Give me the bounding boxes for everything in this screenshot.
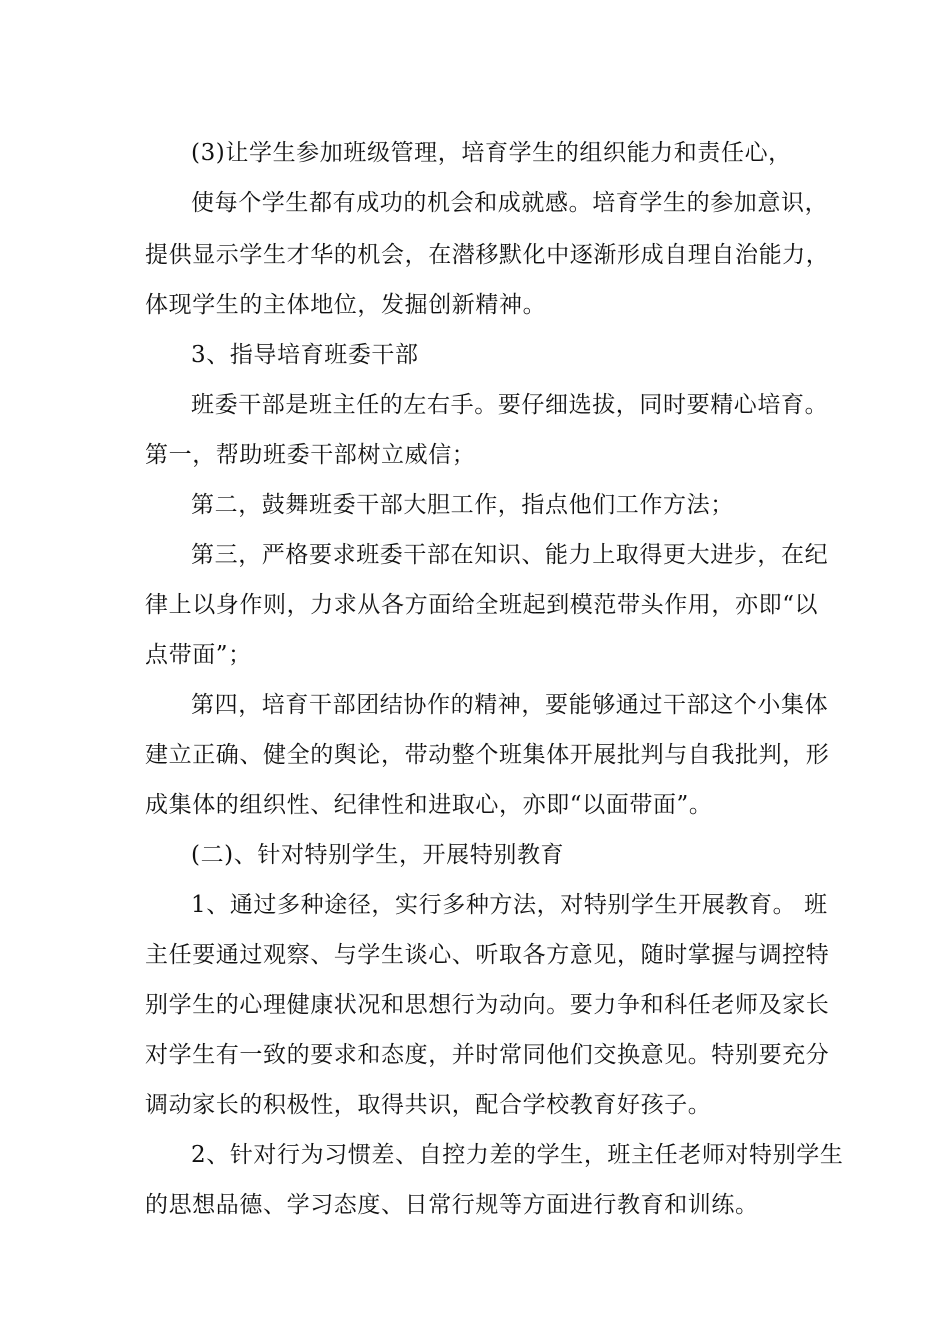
paragraph-line: 使每个学生都有成功的机会和成就感。培育学生的参加意识， (191, 190, 829, 216)
paragraph-line: 成集体的组织性、纪律性和进取心，亦即“以面带面”。 (145, 792, 713, 818)
paragraph-line: 别学生的心理健康状况和思想行为动向。要力争和科任老师及家长 (145, 992, 830, 1018)
paragraph-line: 点带面”； (145, 642, 252, 668)
paragraph-line: (3)让学生参加班级管理，培育学生的组织能力和责任心， (191, 140, 792, 166)
paragraph-line: 主任要通过观察、与学生谈心、听取各方意见，随时掌握与调控特 (145, 942, 830, 968)
paragraph-line: 的思想品德、学习态度、日常行规等方面进行教育和训练。 (145, 1192, 759, 1218)
section-heading: 3、指导培育班委干部 (191, 342, 419, 368)
paragraph-line: 调动家长的积极性，取得共识，配合学校教育好孩子。 (145, 1092, 712, 1118)
paragraph-line: 体现学生的主体地位，发掘创新精神。 (145, 292, 547, 318)
paragraph-line: 第三，严格要求班委干部在知识、能力上取得更大进步，在纪 (191, 542, 829, 568)
paragraph-line: 第四，培育干部团结协作的精神，要能够通过干部这个小集体 (191, 692, 829, 718)
paragraph-line: 第一，帮助班委干部树立威信； (145, 442, 476, 468)
paragraph-line: 建立正确、健全的舆论，带动整个班集体开展批判与自我批判，形 (145, 742, 830, 768)
paragraph-line: 对学生有一致的要求和态度，并时常同他们交换意见。特别要充分 (145, 1042, 830, 1068)
paragraph-line: 提供显示学生才华的机会，在潜移默化中逐渐形成自理自治能力， (145, 242, 830, 268)
paragraph-line: 第二，鼓舞班委干部大胆工作，指点他们工作方法； (191, 492, 734, 518)
paragraph-line: 1、通过多种途径，实行多种方法，对特别学生开展教育。 班 (191, 892, 828, 918)
section-heading: (二)、针对特别学生，开展特别教育 (191, 842, 565, 868)
paragraph-line: 律上以身作则，力求从各方面给全班起到模范带头作用，亦即“以 (145, 592, 819, 618)
paragraph-line: 2、针对行为习惯差、自控力差的学生，班主任老师对特别学生 (191, 1142, 844, 1168)
paragraph-line: 班委干部是班主任的左右手。要仔细选拔，同时要精心培育。 (191, 392, 829, 418)
